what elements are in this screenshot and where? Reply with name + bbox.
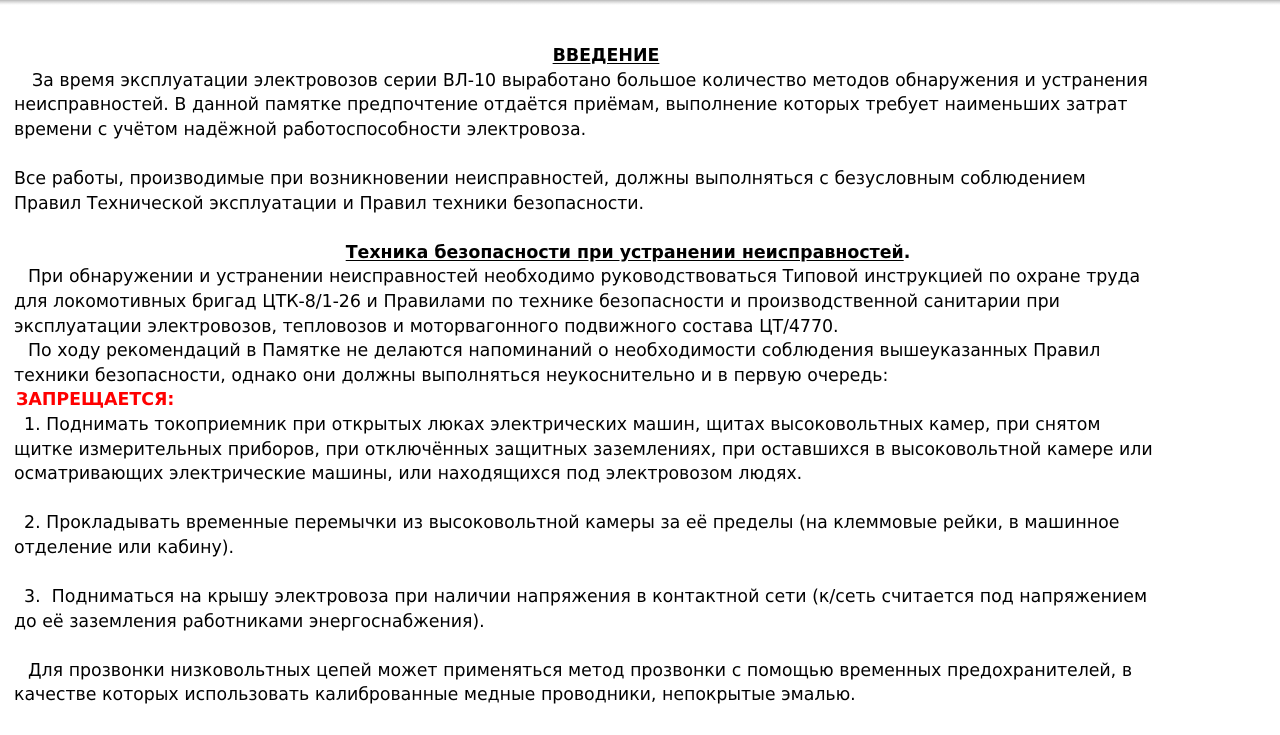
section-heading-safety-suffix: . [903,242,911,263]
paragraph-spacer [14,216,1256,241]
intro-paragraph2-line-1: Все работы, производимые при возникновении неисправностей, должны выполняться с безусловным соблюдением [14,168,1086,189]
safety-paragraph-line-3: эксплуатации электровозов, тепловозов и моторвагонного подвижного состава ЦТ/4770. [14,316,839,337]
intro-paragraph2-line-2: Правил Технической эксплуатации и Правил техники безопасности. [14,193,645,214]
prohibition-item-2-line-2: отделение или кабину). [14,537,234,558]
page-edge-shadow [0,0,1280,5]
intro-paragraph-line-1: За время эксплуатации электровозов серии ВЛ-10 выработано большое количество методов обнаружения и устранения [32,70,1148,91]
prohibition-item-3-number: 3. [24,587,41,608]
prohibition-item-1-number: 1. [24,414,41,435]
prohibition-item-1-line-3: осматривающих электрические машины, или находящихся под электровозом людях. [14,464,803,485]
prohibition-item-2-number: 2. [24,513,41,534]
paragraph-spacer [14,487,1256,512]
paragraph-spacer [14,560,1256,585]
safety-paragraph2-line-1: По ходу рекомендаций в Памятке не делаются напоминаний о необходимости соблюдения вышеуказанных Правил [28,341,1101,362]
safety-paragraph-line-2: для локомотивных бригад ЦТК-8/1-26 и Правилами по технике безопасности и производственной санитарии при [14,291,1060,312]
section-heading-safety-text: Техника безопасности при устранении неисправностей [345,242,904,263]
prohibition-item-1-text-1: Поднимать токоприемник при открытых люках электрических машин, щитах высоковольтных камер, при снятом [46,414,1101,435]
prohibition-item-1-line-1 [14,413,1256,438]
closing-paragraph-line-2: качестве которых использовать калиброванные медные проводники, непокрытые эмалью. [14,685,856,706]
prohibition-item-1-line-2: щитке измерительных приборов, при отключённых защитных заземлениях, при оставшихся в высоковольтной камере или [14,439,1153,460]
prohibition-item-2-line-1 [14,511,1256,536]
safety-paragraph2-line-2: техники безопасности, однако они должны выполняться неукоснительно и в первую очередь: [14,365,889,386]
prohibition-item-3-line-2: до её заземления работниками энергоснабжения). [14,611,485,632]
section-heading-introduction [14,44,1256,69]
section-heading-introduction-text: ВВЕДЕНИЕ [552,46,660,66]
prohibition-item-3-text-1: Подниматься на крышу электровоза при наличии напряжения в контактной сети (к/сеть считается под напряжением [51,587,1148,608]
forbidden-label: ЗАПРЕЩАЕТСЯ: [16,390,175,411]
prohibition-item-3-line-1 [14,585,1256,610]
paragraph-spacer [14,634,1256,659]
prohibition-item-2-text-1: Прокладывать временные перемычки из высоковольтной камеры за её пределы (на клеммовые рейки, в машинное [46,513,1120,534]
intro-paragraph-line-3: времени с учётом надёжной работоспособности электровоза. [14,119,587,140]
safety-paragraph-line-1: При обнаружении и устранении неисправностей необходимо руководствоваться Типовой инструкцией по охране труда [28,267,1141,288]
document-body [14,44,1256,708]
prohibition-item-3-gap [41,587,52,607]
paragraph-spacer [14,142,1256,167]
closing-paragraph-line-1: Для прозвонки низковольтных цепей может применяться метод прозвонки с помощью временных предохранителей, в [28,660,1133,681]
intro-paragraph-line-2: неисправностей. В данной памятке предпочтение отдаётся приёмам, выполнение которых требует наименьших затрат [14,95,1128,116]
section-heading-safety [14,241,1256,266]
